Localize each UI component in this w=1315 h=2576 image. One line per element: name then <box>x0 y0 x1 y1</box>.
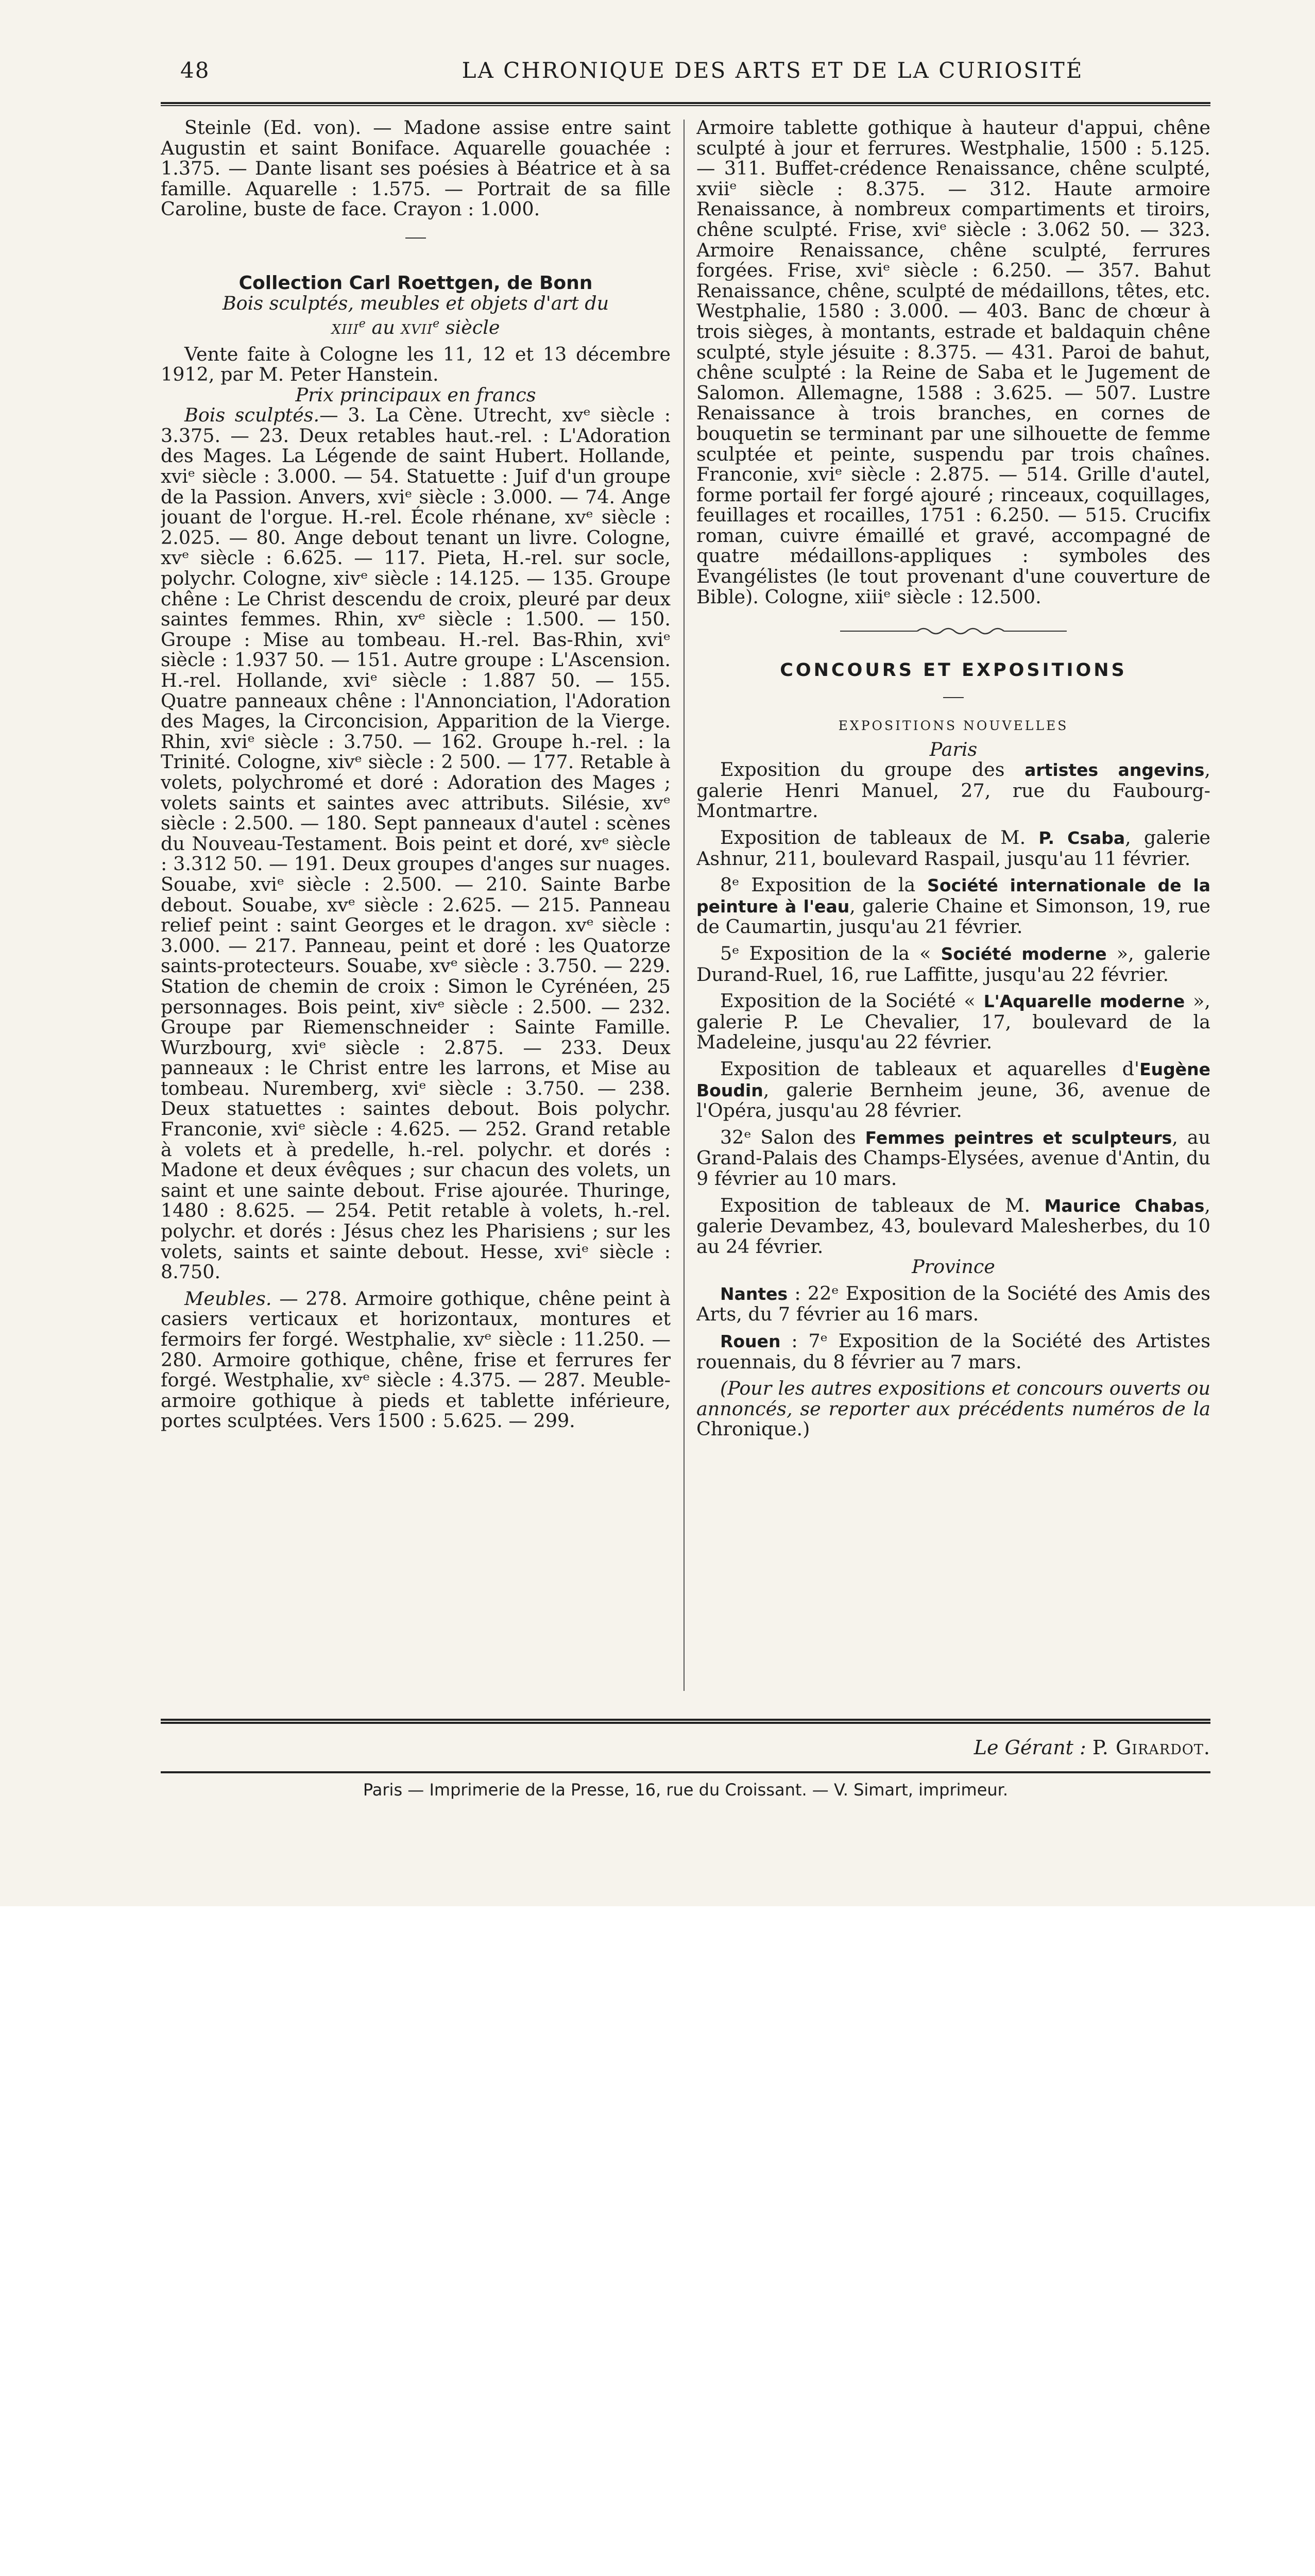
right-column <box>696 117 1210 1680</box>
separator-dash <box>161 227 671 247</box>
century-13: xiii <box>331 316 359 338</box>
expo-text: 5ᵉ Exposition de la « <box>720 942 941 964</box>
paris-heading: Paris <box>929 738 978 760</box>
meubles-continued: Armoire tablette gothique à hauteur d'appui, chêne sculpté à jour et ferrures. Westphalie, 1500 : 5.125. — 311. Buffet-crédence Renaissance, chêne sculpté, xviiᵉ siècle : 8.375. — 312. Haute armoire Renaissance, à nombreux compartiments et tiroirs, chêne sculpté. Frise, xviᵉ siècle : 3.062 50. — 323. Armoire Renaissance, chêne sculpté, ferrures forgées. Frise, xviᵉ siècle : 6.250. — 357. Bahut Renaissance, chêne, sculpté de médaillons, têtes, etc. Westphalie, 1580 : 3.000. — 403. Banc de chœur à trois sièges, à montants, estrade et baldaquin chêne sculpté, style jésuite : 8.375. — 431. Paroi de bahut, chêne sculpté : la Reine de Saba et le Jugement de Salomon. Allemagne, 1588 : 3.625. — 507. Lustre Renaissance à trois branches, en cornes de bouquetin se terminant par une silhouette de femme sculptée et peinte, suspendu par trois chaînes. Franconie, xviᵉ siècle : 2.875. — 514. Grille d'autel, forme portail fer forgé ajouré ; rinceaux, coquillages, feuillages et rocailles, 1751 : 6.250. — 515. Crucifix roman, cuivre émaillé et gravé, accompagné de quatre médaillons-appliques : symboles des Evangélistes (le tout provenant d'une couverture de Bible). Cologne, xiiiᵉ siècle : 12.500. <box>696 117 1210 608</box>
steinle-entry: Steinle (Ed. von). — Madone assise entre saint Augustin et saint Boniface. Aquarelle gouachée : 1.375. — Dante lisant ses poésies à Béatrice et à sa famille. Aquarelle : 1.575. — Portrait de sa fille Caroline, buste de face. Crayon : 1.000. <box>161 117 671 221</box>
expo-text: , galerie Bernheim jeune, 36, avenue de l'Opéra, jusqu'au 28 février. <box>696 1078 1210 1122</box>
bois-sculptes-entry <box>161 405 671 1282</box>
expo-bold: P. Csaba <box>1038 828 1125 848</box>
expo-text: , au Grand-Palais des Champs-Elysées, avenue d'Antin, du 9 février au 10 mars. <box>696 1126 1210 1190</box>
expo-text: , galerie Ashnur, 211, boulevard Raspail, jusqu'au 11 février. <box>696 826 1210 870</box>
century-17-suffix: e <box>433 317 440 330</box>
footer-rule <box>161 1771 1210 1773</box>
city-bold: Rouen <box>720 1331 781 1352</box>
expo-text: 32ᵉ Salon des <box>720 1126 865 1148</box>
expo-text: 8ᵉ Exposition de la <box>720 874 928 896</box>
gerant-name: P. Girardot. <box>1092 1736 1210 1759</box>
expo-societe-moderne <box>696 943 1210 985</box>
closing-note <box>696 1378 1210 1439</box>
expo-aquarelle-moderne <box>696 991 1210 1053</box>
century-13-suffix: e <box>358 317 366 330</box>
ornament-divider <box>696 619 1210 640</box>
section-title: CONCOURS ET EXPOSITIONS <box>780 659 1127 681</box>
collection-subtitle <box>161 293 671 337</box>
column-divider <box>684 120 685 1691</box>
expo-text: , galerie Chaine et Simonson, 19, rue de Caumartin, jusqu'au 21 février. <box>696 894 1210 938</box>
expo-femmes-peintres <box>696 1127 1210 1189</box>
expo-text: , galerie Devambez, 43, boulevard Malesherbes, du 10 au 24 février. <box>696 1194 1210 1258</box>
meubles-text: — 278. Armoire gothique, chêne peint à casiers verticaux et horizontaux, montures et fermoirs fer forgé. Westphalie, xvᵉ siècle : 11.250. — 280. Armoire gothique, chêne, frise et ferrures fer forgé. Westphalie, xvᵉ siècle : 4.375. — 287. Meuble-armoire gothique à pieds et tablette inférieure, portes sculptées. Vers 1500 : 5.625. — 299. <box>161 1287 671 1432</box>
subtitle-line: Bois sculptés, meubles et objets d'art du <box>222 292 609 315</box>
expo-text: », galerie Durand-Ruel, 16, rue Laffitte, jusqu'au 22 février. <box>696 942 1210 986</box>
expo-bold: Eugène Boudin <box>696 1059 1210 1100</box>
sale-info: Vente faite à Cologne les 11, 12 et 13 décembre 1912, par M. Peter Hanstein. <box>161 343 671 386</box>
expo-text: , galerie Henri Manuel, 27, rue du Faubourg-Montmartre. <box>696 758 1210 822</box>
expo-text: », galerie P. Le Chevalier, 17, boulevard de la Madeleine, jusqu'au 22 février. <box>696 990 1210 1054</box>
collection-title: Collection Carl Roettgen, de Bonn <box>238 272 593 294</box>
expo-rouen <box>696 1331 1210 1372</box>
expo-text: Exposition de la Société « <box>720 990 984 1012</box>
expo-bold: Femmes peintres et sculpteurs <box>865 1127 1172 1148</box>
expo-csaba <box>696 827 1210 869</box>
note-italic: (Pour les autres expositions et concours ouverts ou annoncés, se reporter aux précédents numéros de la <box>696 1377 1210 1420</box>
left-column <box>161 117 671 1680</box>
subsection-heading: EXPOSITIONS NOUVELLES <box>838 718 1069 734</box>
page-number: 48 <box>180 58 210 83</box>
header-rule <box>161 102 1210 106</box>
subtitle-au: au <box>371 316 395 338</box>
note-roman: Chronique.) <box>696 1418 810 1440</box>
expo-text: Exposition de tableaux de M. <box>720 1194 1045 1216</box>
expo-nantes <box>696 1283 1210 1325</box>
expo-text: Exposition de tableaux et aquarelles d' <box>720 1057 1140 1080</box>
expo-text: Exposition de tableaux de M. <box>720 826 1039 849</box>
city-bold: Nantes <box>720 1283 788 1304</box>
expo-bold: Maurice Chabas <box>1044 1195 1205 1216</box>
gerant-line <box>974 1736 1210 1759</box>
expo-societe-internationale <box>696 875 1210 937</box>
expo-bold: artistes angevins <box>1024 760 1205 781</box>
subtitle-siecle: siècle <box>445 316 500 338</box>
digitization-footer <box>0 1906 1315 2006</box>
century-17: xvii <box>401 316 433 338</box>
bois-text: — 3. La Cène. Utrecht, xvᵉ siècle : 3.375. — 23. Deux retables haut.-rel. : L'Adoration des Mages. La Légende de saint Hubert. Hollande, xviᵉ siècle : 3.000. — 54. Statuette : Juif d'un groupe de la Passion. Anvers, xviᵉ siècle : 3.000. — 74. Ange jouant de l'orgue. H.-rel. École rhénane, xvᵉ siècle : 2.025. — 80. Ange debout tenant un livre. Cologne, xvᵉ siècle : 6.625. — 117. Pieta, H.-rel. sur socle, polychr. Cologne, xivᵉ siècle : 14.125. — 135. Groupe chêne : Le Christ descendu de croix, pleuré par deux saintes femmes. Rhin, xvᵉ siècle : 1.500. — 150. Groupe : Mise au tombeau. H.-rel. Bas-Rhin, xviᵉ siècle : 1.937 50. — 151. Autre groupe : L'Ascension. H.-rel. Hollande, xviᵉ siècle : 1.887 50. — 155. Quatre panneaux chêne : l'Annonciation, l'Adoration des Mages, la Circoncision, Apparition de la Vierge. Rhin, xviᵉ siècle : 3.750. — 162. Groupe h.-rel. : la Trinité. Cologne, xivᵉ siècle : 2 500. — 177. Retable à volets, polychromé et doré : Adoration des Mages ; volets saints et saintes avec attributs. Silésie, xvᵉ siècle : 2.500. — 180. Sept panneaux d'autel : scènes du Nouveau-Testament. Bois peint et doré, xvᵉ siècle : 3.312 50. — 191. Deux groupes d'anges sur nuages. Souabe, xviᵉ siècle : 2.500. — 210. Sainte Barbe debout. Souabe, xvᵉ siècle : 2.625. — 215. Panneau relief peint : saint Georges et le dragon. xvᵉ siècle : 3.000. — 217. Panneau, peint et doré : les Quatorze saints-protecteurs. Souabe, xvᵉ siècle : 3.750. — 229. Station de chemin de croix : Simon le Cyrénéen, 25 personnages. Bois peint, xivᵉ siècle : 2.500. — 232. Groupe par Riemenschneider : Sainte Famille. Wurzbourg, xviᵉ siècle : 2.875. — 233. Deux panneaux : le Christ entre les larrons, et Mise au tombeau. Nuremberg, xviᵉ siècle : 3.750. — 238. Deux statuettes : saintes debout. Bois polychr. Franconie, xviᵉ siècle : 4.625. — 252. Grand retable à volets et à predelle, h.-rel. polychr. et dorés : Madone et deux évêques ; sur chacun des volets, un saint et une sainte debout. Frise ajourée. Thuringe, 1480 : 8.625. — 254. Petit retable à volets, h.-rel. polychr. et dorés : Jésus chez les Pharisiens ; sur les volets, saints et sainte debout. Hesse, xviᵉ siècle : 8.750. <box>161 404 671 1283</box>
bois-label: Bois sculptés. <box>184 404 320 427</box>
prices-heading: Prix principaux en francs <box>295 383 536 406</box>
footer-double-rule <box>161 1719 1210 1724</box>
printer-line: Paris — Imprimerie de la Presse, 16, rue du Croissant. — V. Simart, imprimeur. <box>363 1780 1009 1800</box>
meubles-label: Meubles. <box>184 1287 272 1310</box>
expo-bold: Société internationale de la peinture à l'eau <box>696 875 1210 917</box>
expo-angevins <box>696 759 1210 821</box>
expo-chabas <box>696 1195 1210 1257</box>
section-dash <box>696 686 1210 706</box>
journal-title: LA CHRONIQUE DES ARTS ET DE LA CURIOSITÉ <box>462 58 1084 83</box>
meubles-entry <box>161 1289 671 1431</box>
expo-bold: Société moderne <box>941 943 1107 964</box>
expo-text: : 22ᵉ Exposition de la Société des Amis des Arts, du 7 février au 16 mars. <box>696 1282 1210 1326</box>
gerant-label: Le Gérant : <box>974 1736 1086 1759</box>
expo-boudin <box>696 1059 1210 1121</box>
province-heading: Province <box>912 1256 995 1278</box>
expo-text: : 7ᵉ Exposition de la Société des Artistes rouennais, du 8 février au 7 mars. <box>696 1330 1210 1373</box>
expo-text: Exposition du groupe des <box>720 758 1025 781</box>
expo-bold: L'Aquarelle moderne <box>983 991 1185 1012</box>
